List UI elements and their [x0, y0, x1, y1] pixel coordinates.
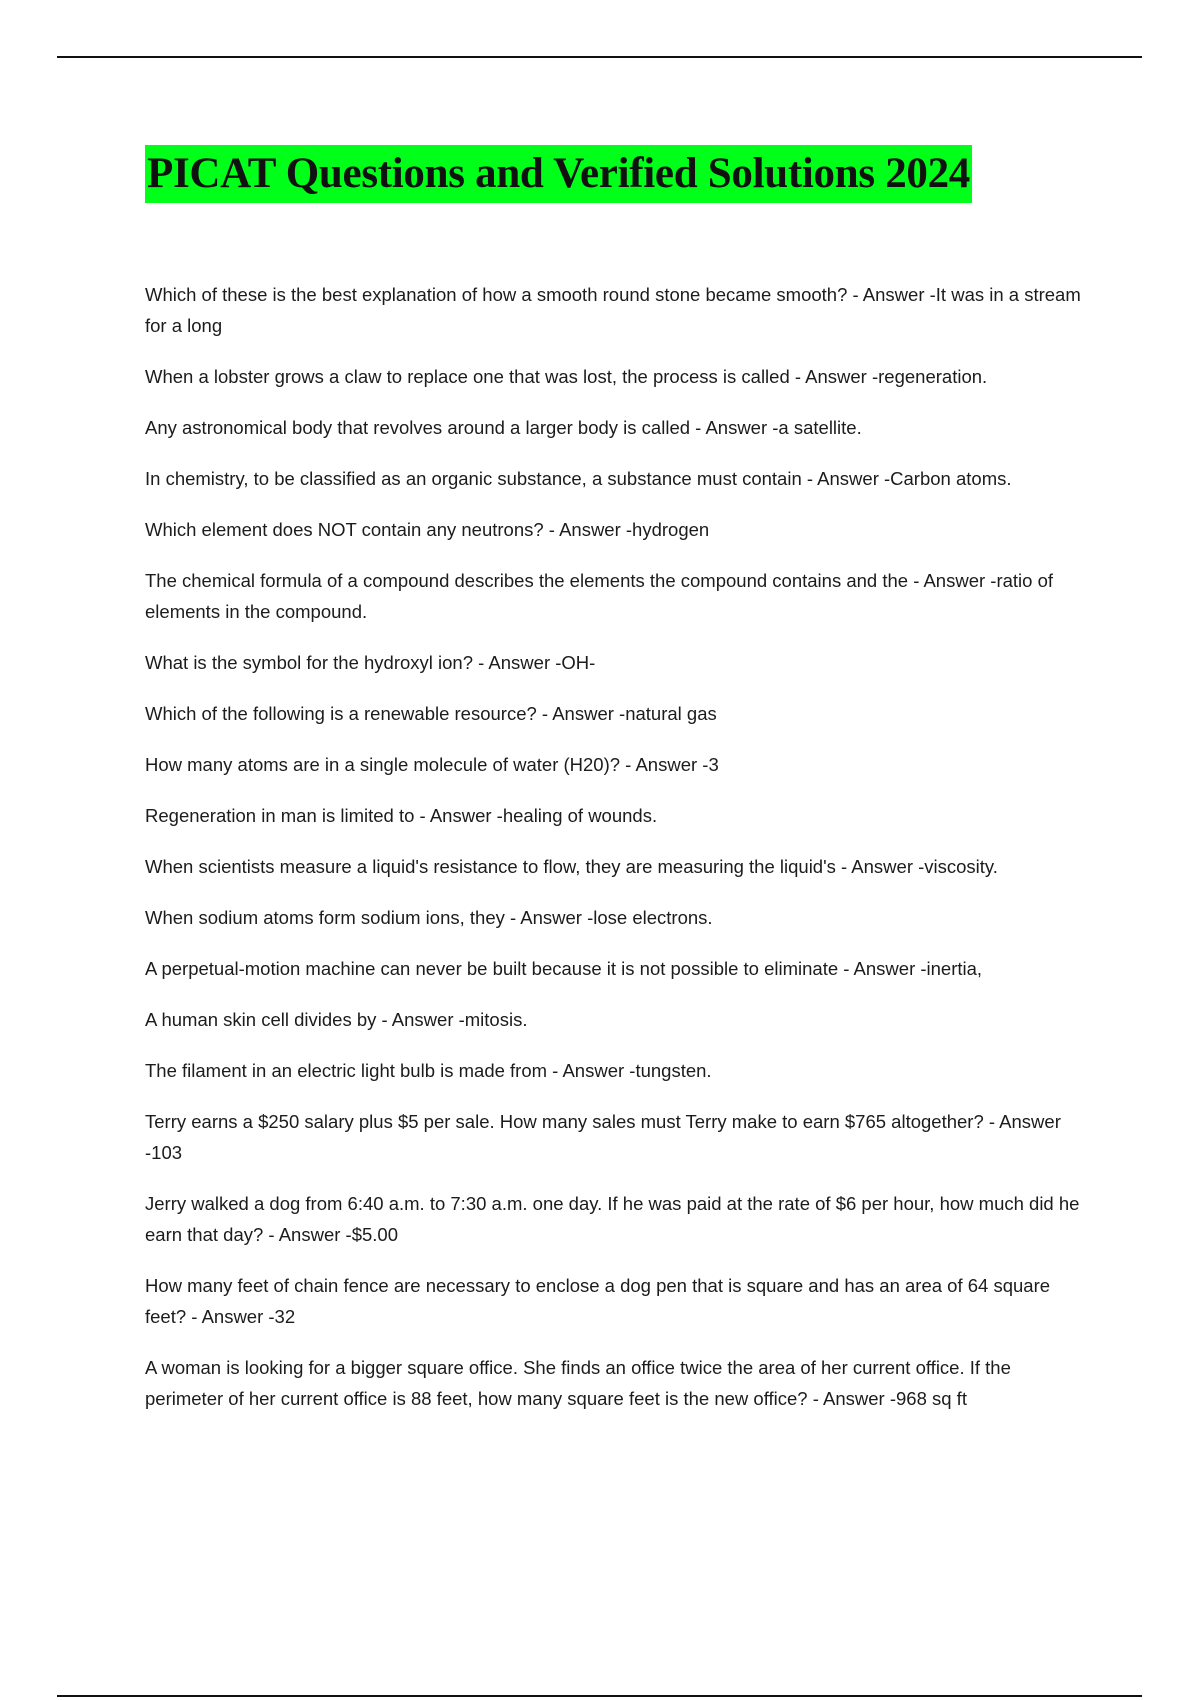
- qa-item-11: When scientists measure a liquid's resistance to flow, they are measuring the liquid's - Answer -viscosity.: [145, 856, 998, 877]
- document-title: PICAT Questions and Verified Solutions 2024: [145, 145, 972, 203]
- qa-item-6: The chemical formula of a compound describes the elements the compound contains and the - Answer -ratio of elements in the compound.: [145, 570, 1054, 622]
- qa-item-17: Jerry walked a dog from 6:40 a.m. to 7:30 a.m. one day. If he was paid at the rate of $6 per hour, how much did he earn that day? - Answer -$5.00: [145, 1193, 1080, 1245]
- qa-item-18: How many feet of chain fence are necessary to enclose a dog pen that is square and has an area of 64 square feet? - Answer -32: [145, 1275, 1051, 1327]
- qa-item-9: How many atoms are in a single molecule of water (H20)? - Answer -3: [145, 754, 719, 775]
- qa-item-14: A human skin cell divides by - Answer -mitosis.: [145, 1009, 528, 1030]
- top-rule: [57, 56, 1142, 58]
- qa-item-8: Which of the following is a renewable resource? - Answer -natural gas: [145, 703, 717, 724]
- qa-item-19: A woman is looking for a bigger square office. She finds an office twice the area of her current office. If the perimeter of her current office is 88 feet, how many square feet is the new office? - Answer -968 sq ft: [145, 1357, 1011, 1409]
- qa-item-16: Terry earns a $250 salary plus $5 per sale. How many sales must Terry make to earn $765 altogether? - Answer -103: [145, 1111, 1061, 1163]
- title-block: [145, 145, 1085, 203]
- qa-item-3: Any astronomical body that revolves around a larger body is called - Answer -a satellite.: [145, 417, 862, 438]
- qa-item-13: A perpetual-motion machine can never be built because it is not possible to eliminate - Answer -inertia,: [145, 958, 983, 979]
- qa-item-10: Regeneration in man is limited to - Answer -healing of wounds.: [145, 805, 658, 826]
- qa-item-1: Which of these is the best explanation of how a smooth round stone became smooth? - Answer -It was in a stream for a long: [145, 284, 1081, 336]
- qa-item-4: In chemistry, to be classified as an organic substance, a substance must contain - Answer -Carbon atoms.: [145, 468, 1012, 489]
- qa-item-12: When sodium atoms form sodium ions, they - Answer -lose electrons.: [145, 907, 713, 928]
- qa-item-5: Which element does NOT contain any neutrons? - Answer -hydrogen: [145, 519, 710, 540]
- qa-item-15: The filament in an electric light bulb is made from - Answer -tungsten.: [145, 1060, 712, 1081]
- bottom-rule: [57, 1695, 1142, 1697]
- qa-item-7: What is the symbol for the hydroxyl ion? - Answer -OH-: [145, 652, 596, 673]
- qa-list: [145, 279, 1090, 1434]
- qa-item-2: When a lobster grows a claw to replace one that was lost, the process is called - Answer -regeneration.: [145, 366, 988, 387]
